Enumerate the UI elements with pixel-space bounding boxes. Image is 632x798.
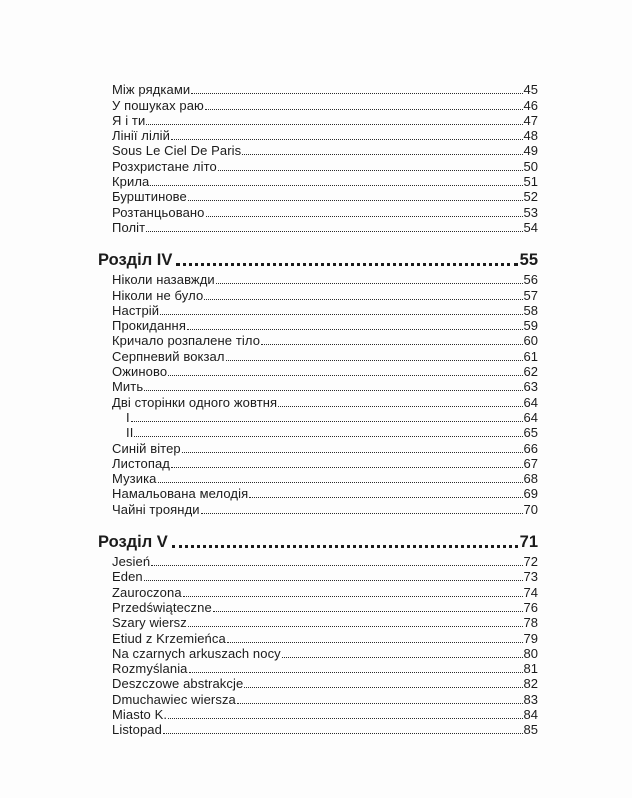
dot-leader xyxy=(242,154,522,155)
toc-entry xyxy=(98,661,538,676)
entry-title: Zauroczona xyxy=(112,584,182,600)
entry-page-number: 65 xyxy=(523,425,538,441)
dot-leader xyxy=(182,452,523,453)
entry-page-number: 45 xyxy=(523,82,538,98)
entry-title: Rozmyślania xyxy=(112,661,188,677)
dot-leader xyxy=(188,200,523,201)
section-title: Розділ V xyxy=(98,532,168,551)
dot-leader xyxy=(216,283,523,284)
entry-page-number: 70 xyxy=(523,501,538,517)
toc-entry xyxy=(98,691,538,706)
entry-title: Крила xyxy=(112,174,150,190)
toc-section-heading xyxy=(98,250,538,270)
toc-entry xyxy=(98,220,538,235)
toc-entry xyxy=(98,486,538,501)
dot-leader xyxy=(187,329,523,330)
entry-page-number: 72 xyxy=(523,554,538,570)
dot-leader xyxy=(134,436,522,437)
dot-leader xyxy=(131,421,523,422)
dot-leader xyxy=(249,497,522,498)
entry-page-number: 76 xyxy=(523,599,538,615)
toc-entry xyxy=(98,707,538,722)
toc-entry xyxy=(98,189,538,204)
toc-entry xyxy=(98,676,538,691)
entry-title: Серпневий вокзал xyxy=(112,348,225,364)
dot-leader xyxy=(158,482,523,483)
dot-leader xyxy=(244,687,522,688)
dot-leader xyxy=(282,657,523,658)
entry-page-number: 57 xyxy=(523,287,538,303)
entry-title: Eden xyxy=(112,569,143,585)
entry-title: Намальована мелодія xyxy=(112,486,249,502)
entry-page-number: 64 xyxy=(523,394,538,410)
dot-leader xyxy=(204,299,522,300)
toc-group-3-end xyxy=(98,82,538,235)
entry-title: Deszczowe abstrakcje xyxy=(112,676,244,692)
entry-title: Etiud z Krzemieńca xyxy=(112,630,226,646)
toc-entry xyxy=(98,440,538,455)
toc-entry xyxy=(98,303,538,318)
dot-leader xyxy=(205,109,523,110)
entry-page-number: 56 xyxy=(523,272,538,288)
entry-page-number: 58 xyxy=(523,302,538,318)
entry-title: Бурштинове xyxy=(112,189,187,205)
entry-page-number: 63 xyxy=(523,379,538,395)
toc-group-4 xyxy=(98,272,538,517)
toc-entry xyxy=(98,569,538,584)
toc-entry xyxy=(98,722,538,737)
toc-entry xyxy=(98,143,538,158)
toc-section-heading xyxy=(98,532,538,552)
dot-leader xyxy=(201,513,523,514)
dot-leader xyxy=(218,170,523,171)
toc-entry xyxy=(98,646,538,661)
dot-leader xyxy=(160,314,522,315)
toc-group-5 xyxy=(98,554,538,738)
entry-page-number: 52 xyxy=(523,189,538,205)
entry-title: II xyxy=(126,425,134,441)
dot-leader xyxy=(151,565,522,566)
dot-leader xyxy=(171,467,523,468)
dot-leader xyxy=(171,139,523,140)
entry-page-number: 80 xyxy=(523,645,538,661)
dot-leader xyxy=(146,231,522,232)
entry-page-number: 79 xyxy=(523,630,538,646)
toc-entry xyxy=(98,554,538,569)
entry-title: Szary wiersz xyxy=(112,615,187,631)
dot-leader xyxy=(168,375,522,376)
entry-page-number: 46 xyxy=(523,97,538,113)
dot-leader xyxy=(226,360,523,361)
entry-title: У пошуках раю xyxy=(112,97,204,113)
entry-page-number: 81 xyxy=(523,661,538,677)
dot-leader xyxy=(206,216,523,217)
section-page-number: 55 xyxy=(519,250,538,269)
entry-page-number: 73 xyxy=(523,569,538,585)
entry-page-number: 60 xyxy=(523,333,538,349)
entry-title: Синій вітер xyxy=(112,440,181,456)
entry-page-number: 85 xyxy=(523,722,538,738)
toc-entry xyxy=(98,204,538,219)
entry-title: Настрій xyxy=(112,302,160,318)
entry-title: Музика xyxy=(112,471,157,487)
toc-entry xyxy=(98,615,538,630)
dot-leader xyxy=(191,93,522,94)
toc-entry xyxy=(98,379,538,394)
entry-title: Listopad xyxy=(112,722,162,738)
toc-entry xyxy=(98,272,538,287)
entry-title: Мить xyxy=(112,379,144,395)
section-title: Розділ IV xyxy=(98,250,173,269)
entry-title: Між рядками xyxy=(112,82,191,98)
toc-entry xyxy=(98,471,538,486)
toc-entry xyxy=(98,82,538,97)
entry-page-number: 82 xyxy=(523,676,538,692)
entry-title: Лінії лілій xyxy=(112,128,171,144)
entry-page-number: 53 xyxy=(523,204,538,220)
entry-title: Ожиново xyxy=(112,364,168,380)
toc-entry xyxy=(98,287,538,302)
entry-title: Я і ти xyxy=(112,112,146,128)
entry-title: Jesień xyxy=(112,554,151,570)
toc-entry xyxy=(98,600,538,615)
toc-entry xyxy=(98,318,538,333)
entry-page-number: 49 xyxy=(523,143,538,159)
dot-leader xyxy=(227,642,523,643)
dot-leader xyxy=(261,344,523,345)
toc-entry xyxy=(98,630,538,645)
toc-entry xyxy=(98,333,538,348)
entry-title: Sous Le Ciel De Paris xyxy=(112,143,242,159)
dot-leader xyxy=(144,390,522,391)
entry-title: Miasto K. xyxy=(112,706,168,722)
dot-leader xyxy=(213,611,523,612)
toc-entry xyxy=(98,158,538,173)
entry-page-number: 83 xyxy=(523,691,538,707)
dot-leader xyxy=(150,185,522,186)
entry-title: Ніколи не було xyxy=(112,287,204,303)
entry-page-number: 59 xyxy=(523,318,538,334)
entry-title: Прокидання xyxy=(112,318,186,334)
dot-leader xyxy=(278,406,522,407)
entry-title: Чайні троянди xyxy=(112,501,200,517)
entry-page-number: 50 xyxy=(523,158,538,174)
entry-page-number: 47 xyxy=(523,112,538,128)
dot-leader xyxy=(188,626,523,627)
toc-entry xyxy=(98,364,538,379)
toc-entry xyxy=(98,113,538,128)
entry-page-number: 78 xyxy=(523,615,538,631)
dot-leader xyxy=(163,733,523,734)
dot-leader xyxy=(189,672,523,673)
entry-page-number: 54 xyxy=(523,219,538,235)
entry-page-number: 66 xyxy=(523,440,538,456)
entry-page-number: 48 xyxy=(523,128,538,144)
dot-leader xyxy=(172,545,518,548)
dot-leader xyxy=(168,718,522,719)
entry-page-number: 84 xyxy=(523,706,538,722)
toc-entry xyxy=(98,394,538,409)
entry-title: I xyxy=(126,409,130,425)
entry-page-number: 51 xyxy=(523,174,538,190)
entry-title: Дві сторінки одного жовтня xyxy=(112,394,278,410)
toc-entry xyxy=(98,425,538,440)
toc-entry xyxy=(98,410,538,425)
table-of-contents xyxy=(98,82,538,737)
toc-entry xyxy=(98,584,538,599)
dot-leader xyxy=(237,703,523,704)
section-page-number: 71 xyxy=(519,532,538,551)
dot-leader xyxy=(144,580,523,581)
entry-title: Розхристане літо xyxy=(112,158,217,174)
dot-leader xyxy=(183,596,523,597)
entry-page-number: 62 xyxy=(523,364,538,380)
toc-entry xyxy=(98,501,538,516)
toc-entry xyxy=(98,348,538,363)
entry-page-number: 67 xyxy=(523,455,538,471)
toc-entry xyxy=(98,456,538,471)
entry-title: Розтанцьовано xyxy=(112,204,205,220)
entry-title: Кричало розпалене тіло xyxy=(112,333,261,349)
entry-page-number: 74 xyxy=(523,584,538,600)
toc-entry xyxy=(98,97,538,112)
entry-page-number: 68 xyxy=(523,471,538,487)
entry-title: Ніколи назавжди xyxy=(112,272,215,288)
entry-page-number: 69 xyxy=(523,486,538,502)
entry-title: Політ xyxy=(112,219,146,235)
toc-entry xyxy=(98,128,538,143)
entry-title: Na czarnych arkuszach nocy xyxy=(112,645,281,661)
dot-leader xyxy=(176,263,517,266)
entry-page-number: 61 xyxy=(523,348,538,364)
entry-title: Przedświąteczne xyxy=(112,599,212,615)
entry-title: Листопад xyxy=(112,455,170,471)
entry-title: Dmuchawiec wiersza xyxy=(112,691,236,707)
toc-entry xyxy=(98,174,538,189)
entry-page-number: 64 xyxy=(523,409,538,425)
dot-leader xyxy=(146,124,522,125)
